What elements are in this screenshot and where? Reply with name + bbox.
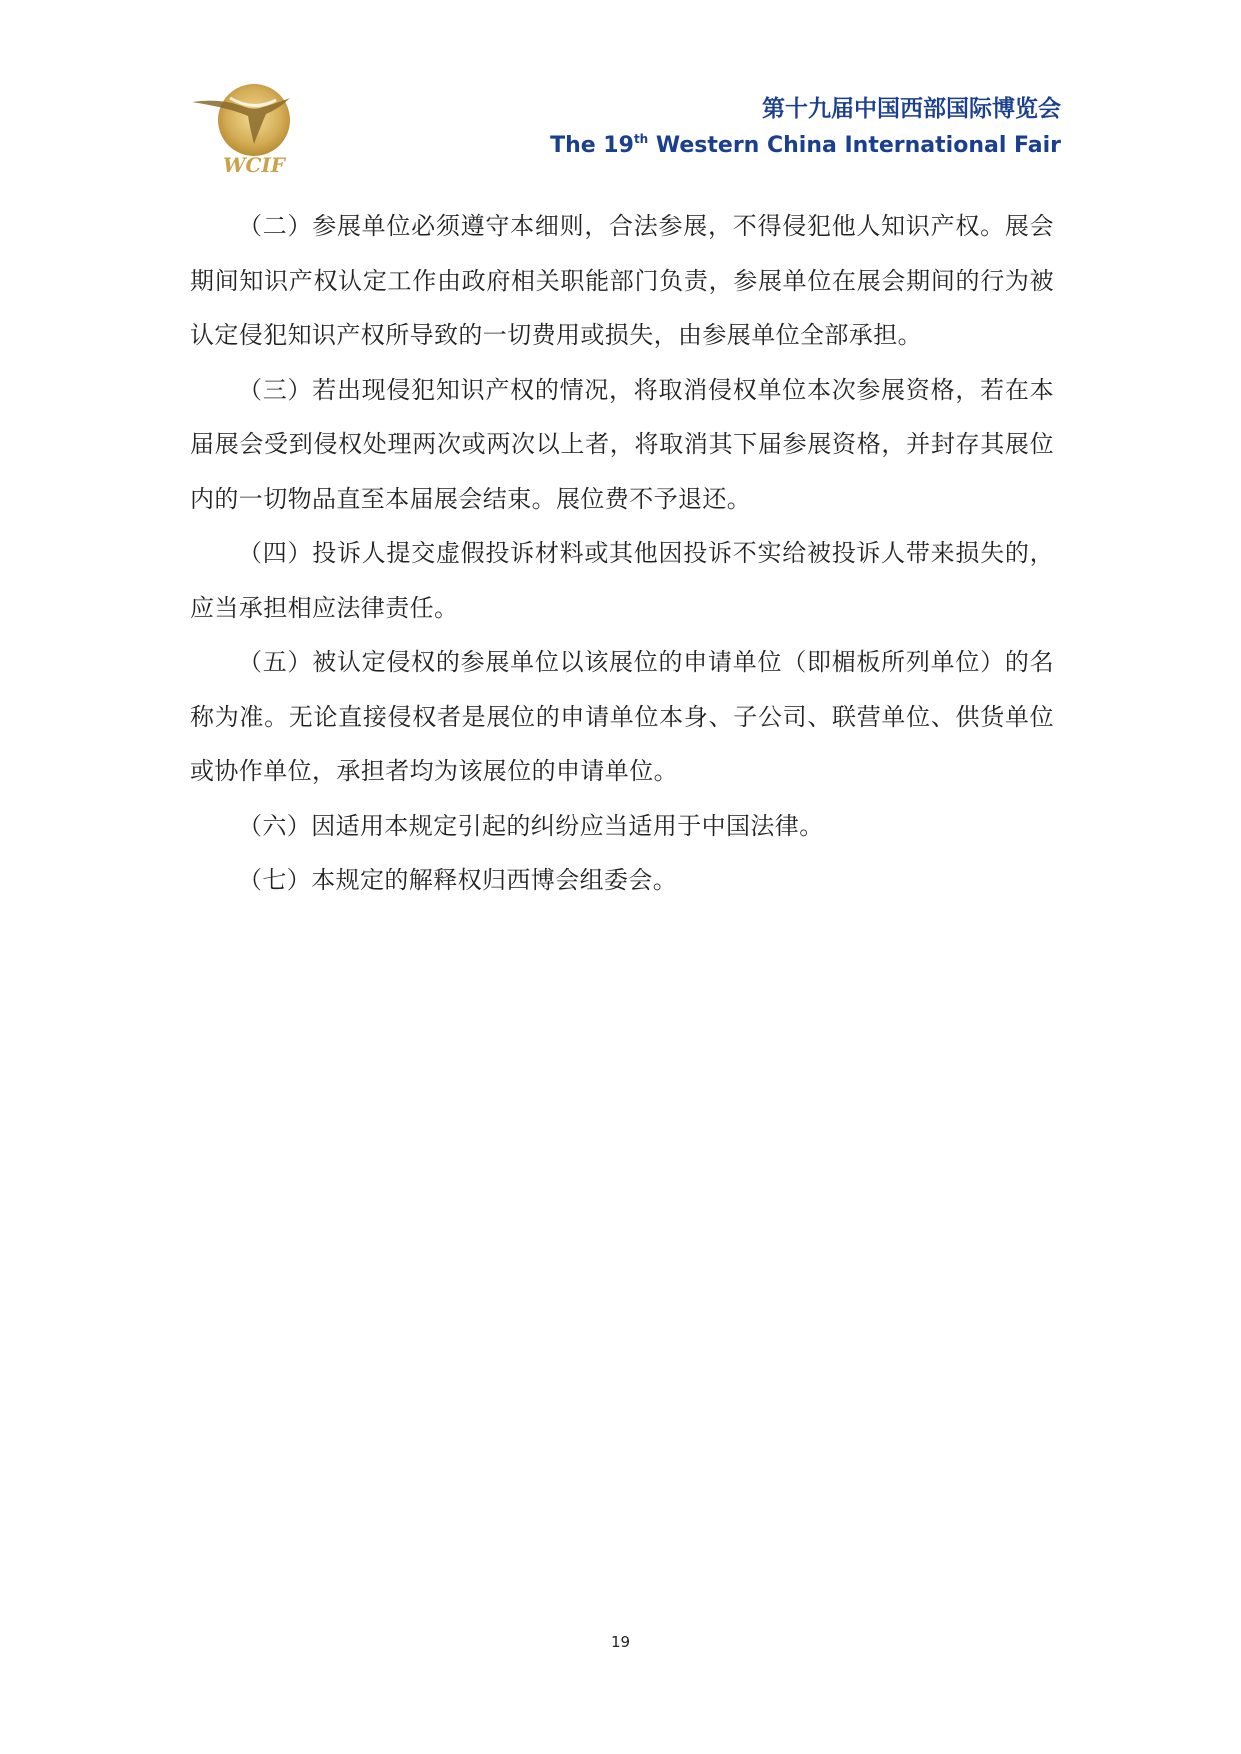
- paragraph-4: （四）投诉人提交虚假投诉材料或其他因投诉不实给被投诉人带来损失的，应当承担相应法律责任。: [190, 539, 1054, 622]
- document-body: [190, 199, 1054, 908]
- paragraph-6: （六）因适用本规定引起的纠纷应当适用于中国法律。: [238, 811, 824, 840]
- paragraph-2: （二）参展单位必须遵守本细则，合法参展，不得侵犯他人知识产权。展会期间知识产权认定工作由政府相关职能部门负责，参展单位在展会期间的行为被认定侵犯知识产权所导致的一切费用或损失，由参展单位全部承担。: [190, 212, 1054, 349]
- paragraph-7: （七）本规定的解释权归西博会组委会。: [238, 866, 678, 894]
- fair-title-en: The 19th Western China International Fair: [550, 132, 1061, 158]
- fair-title: [550, 94, 1061, 163]
- fair-title-zh: 第十九届中国西部国际博览会: [762, 96, 1061, 122]
- wcif-crane-logo-icon: [190, 78, 318, 178]
- logo-text: WCIF: [223, 153, 285, 177]
- page-number: 19: [610, 1633, 631, 1651]
- paragraph-5: （五）被认定侵权的参展单位以该展位的申请单位（即楣板所列单位）的名称为准。无论直接侵权者是展位的申请单位本身、子公司、联营单位、供货单位或协作单位，承担者均为该展位的申请单位。: [190, 648, 1054, 785]
- paragraph-3: （三）若出现侵犯知识产权的情况，将取消侵权单位本次参展资格，若在本届展会受到侵权处理两次或两次以上者，将取消其下届参展资格，并封存其展位内的一切物品直至本届展会结束。展位费不予退还。: [190, 375, 1054, 513]
